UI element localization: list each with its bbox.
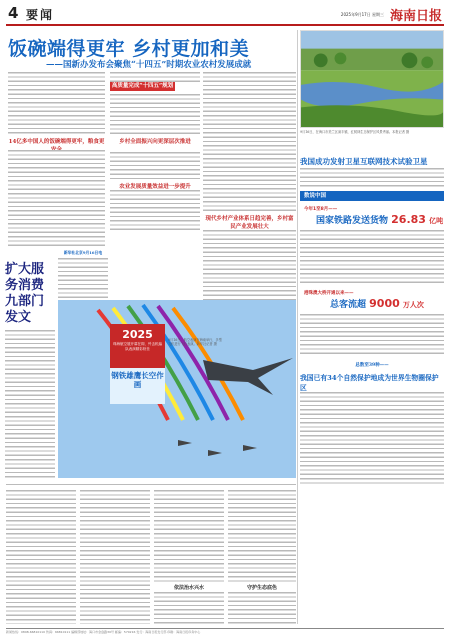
- side-feature-title: 扩大服务消费 九部门发文: [5, 262, 45, 325]
- stat1-label: 今年1至8月——: [304, 207, 338, 212]
- top-photo-caption: 9月16日，在海口市美兰区演丰镇，红树林生态保护区风景秀丽。本报记者 摄: [300, 130, 410, 134]
- stat2-value: 9000: [369, 297, 400, 310]
- lead-column-2: [110, 72, 200, 82]
- paper-logo: 海南日报: [389, 9, 442, 24]
- red-label: 高质量完成“十四五”规划: [111, 83, 174, 89]
- data-section-header: 数说中国: [300, 191, 444, 201]
- section-title: 要闻: [26, 8, 55, 22]
- lead-column-2b: [110, 94, 200, 134]
- lead-column-1b: [8, 150, 105, 246]
- red-tile-text: 珠海航空展开幕在即，歼击机编队表演精彩纷呈: [113, 342, 162, 351]
- reserve-headline: 我国已有34个自然保护地成为世界生物圈保护区: [300, 374, 439, 392]
- lead-column-2d: [110, 190, 200, 230]
- page-number: 4: [8, 4, 19, 22]
- lead-column-3: [203, 72, 296, 212]
- satellite-body: [300, 168, 444, 188]
- lead-column-3b: [203, 230, 296, 300]
- divider-right: [297, 30, 298, 624]
- red-tile: [110, 324, 165, 368]
- jets-photo: [58, 300, 296, 478]
- issue-date: 2025年9月17日 星期三: [340, 12, 384, 17]
- lead-column-2c: [110, 152, 200, 180]
- lower-head-2: 守护生态底色: [246, 585, 277, 591]
- lower-column-1: [6, 490, 76, 624]
- lead-column-1: [8, 72, 105, 134]
- lead-box-head-2: 乡村全面振兴向更深层次推进: [119, 139, 191, 145]
- reserve-sublabel: 总数至39种——: [355, 363, 389, 368]
- lower-rule: [6, 484, 296, 485]
- top-photo: [300, 30, 444, 128]
- blue-tile: [110, 368, 165, 404]
- footer: 新闻热线：0898-66810110 传真：66810111 编辑部地址：海口市金盘路30号 邮编：570216 发行：海南日报发行部 印刷：海南日报印务中心: [6, 628, 444, 638]
- side-feature-body: [5, 330, 55, 480]
- stat2-lead: 总客流超: [330, 300, 367, 310]
- stat1-line: [316, 213, 443, 226]
- lead-subheadline: ——国新办发布会聚焦“十四五”时期农业农村发展成就: [46, 60, 252, 70]
- lower-column-2: [80, 490, 150, 624]
- lead-headline: 饭碗端得更牢 乡村更加和美: [8, 38, 250, 60]
- jets-caption: 9月16日，航空表演在海南举行，多型飞机进行飞行表演。新华社记者 摄: [168, 338, 222, 346]
- masthead: [6, 4, 444, 26]
- blue-tile-title: 钢铁雄鹰长空作画: [111, 371, 164, 389]
- stat2-unit: 万人次: [402, 300, 424, 309]
- stat2-body: [300, 314, 444, 354]
- lead-box-head-1: 14亿多中国人的饭碗端得更牢，粮食更: [8, 139, 105, 145]
- stat2-label: 港珠澳大桥开通以来——: [304, 291, 354, 296]
- lead-box-head-3: 农业发展质量效益进一步提升: [119, 184, 191, 190]
- lower-head-1: 依法治水兴水: [173, 585, 204, 591]
- stat1-lead: 国家铁路发送货物: [316, 216, 389, 226]
- stat1-unit: 亿吨: [429, 216, 444, 225]
- lower-column-3b: [154, 592, 224, 624]
- red-tile-year: 2025: [122, 328, 153, 341]
- stat2-line: [330, 297, 424, 310]
- lead-box-head-4: 现代乡村产业体系日趋完善，乡村富民产业发展壮大: [205, 216, 294, 230]
- stat1-body: [300, 230, 444, 286]
- quote-body: [58, 258, 108, 306]
- lower-column-4: [228, 490, 296, 582]
- satellite-headline: 我国成功发射卫星互联网技术试验卫星: [300, 157, 428, 166]
- quote-label: 新华社北京9月16日电: [63, 250, 103, 255]
- lower-column-4b: [228, 592, 296, 624]
- reserve-body: [300, 392, 444, 484]
- stat1-value: 26.83: [391, 213, 426, 226]
- lower-column-3: [154, 490, 224, 582]
